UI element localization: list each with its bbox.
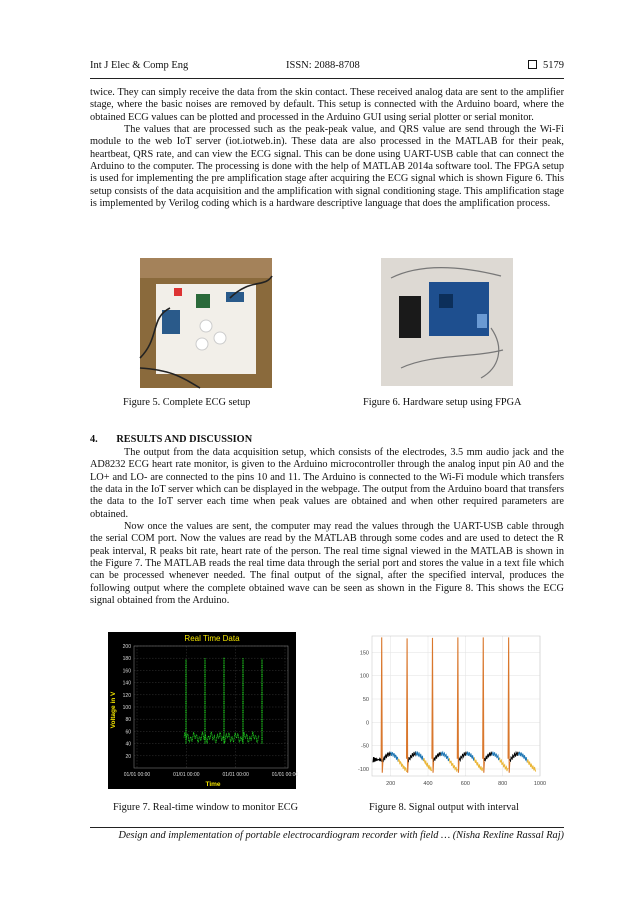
x-tick-label: 01/01 00:00 [271,772,299,778]
page-number: 5179 [543,60,564,71]
y-tick-label: -100 [357,767,369,773]
figure-5-caption: Figure 5. Complete ECG setup [123,397,251,408]
section-title: RESULTS AND DISCUSSION [116,434,253,445]
issn: ISSN: 2088-8708 [286,60,360,71]
header-rule [90,78,564,79]
figure-8-caption: Figure 8. Signal output with interval [369,802,519,813]
page-number-group [528,60,564,71]
y-tick-label: -50 [361,743,369,750]
y-tick-label: 50 [362,697,369,703]
figure-7-chart [108,632,299,789]
x-tick-label: 400 [423,781,433,787]
figure-5-photo [140,258,272,388]
footer-rule [90,827,564,828]
paragraph-3: The output from the data acquisition setup, which consists of the electrodes, 3.5 mm audio jack and the AD8232 ECG heart rate monitor, is given to the Arduino microcontroller through the analog input pin A0 and the LO+ and LO- are connected to the pins 10 and 11. The Arduino is connected to the Wi-Fi module which transfers the data in the IoT server which can be displayed in the webpage. The output from the Arduino board that transfers the data to the IoT server each time when peak values are obtained and when other required parameters are obtained. [90,447,564,520]
x-tick-label: 800 [498,781,508,787]
square-bullet-icon [528,60,537,69]
x-axis-label: Time [205,781,221,788]
x-tick-label: 01/01 00:00 [173,772,200,778]
y-tick-label: 150 [359,650,369,657]
figure-6-photo [381,258,513,386]
paragraph-2: The values that are processed such as the peak-peak value, and QRS value are send through the Wi-Fi module to the web IoT server (iot.iotweb.in). These data are also processed in the MATLAB for their peak, heartbeat, QRS rate, and can view the ECG signal. This can be done using UART-USB cable that can connect the Arduino to the computer. The processing is done with the help of MATLAB 2014a software tool. The FPGA setup is used for implementing the pre amplification stage after acquiring the ECG signal which is shown Figure 6. This setup consists of the data acquisition and the amplification with signal conditioning stage. This amplification stage is implemented by Verilog coding which is a hardware descriptive language that does the amplification process. [90,124,564,210]
running-header [90,60,564,78]
y-tick-label: 100 [359,673,369,680]
section-heading [90,434,252,445]
y-tick-label: 200 [122,644,131,650]
y-tick-label: 0 [365,720,369,727]
y-axis-label: Voltage in V [110,691,117,729]
figure-6-caption: Figure 6. Hardware setup using FPGA [363,397,522,408]
figure-7-caption: Figure 7. Real-time window to monitor ECG [113,802,299,813]
paragraph-1: twice. They can simply receive the data from the skin contact. These received analog data are sent to the amplifier stage, where the basic noises are removed by default. This setup is connected with the Arduino board, where the obtained ECG values can be plotted and processed in the Arduino GUI using serial plotter or serial monitor. [90,87,564,123]
body-text-top [90,87,564,210]
y-tick-label: 100 [122,705,131,711]
x-tick-label: 01/01 00:00 [123,772,151,778]
y-tick-label: 120 [122,692,131,699]
y-tick-label: 180 [122,656,131,663]
section-number: 4. [90,434,98,445]
y-tick-label: 140 [122,680,131,687]
x-tick-label: 600 [460,781,470,787]
x-tick-label: 200 [386,781,396,787]
y-tick-label: 80 [125,717,131,724]
y-tick-label: 160 [122,668,131,675]
chart-title: Real Time Data [184,634,240,643]
y-tick-label: 40 [125,741,131,748]
running-footer: Design and implementation of portable electrocardiogram recorder with field … (Nisha Rexline Rassal Raj) [118,830,564,841]
journal-name: Int J Elec & Comp Eng [90,60,189,71]
body-text-results [90,447,564,607]
x-tick-label: 1000 [533,781,547,787]
y-tick-label: 60 [125,729,131,736]
paragraph-4: Now once the values are sent, the computer may read the values through the UART-USB cable through the serial COM port. Now the values are read by the MATLAB through some codes and are used to detect the R peak interval, R peaks bit rate, heart rate of the person. The real time signal viewed in the MATLAB is shown in the Figure 7. The MATLAB reads the real time data through the serial port and stores the value in a text file which can be processed whenever needed. The final output of the signal, after the specified interval, produces the following output where the complete obtained wave can be seen as shown in the Figure 8. This shows the ECG signal obtained from the Arduino. [90,521,564,607]
y-tick-label: 20 [125,753,131,760]
figure-8-chart [354,632,547,792]
x-tick-label: 01/01 00:00 [222,772,249,778]
